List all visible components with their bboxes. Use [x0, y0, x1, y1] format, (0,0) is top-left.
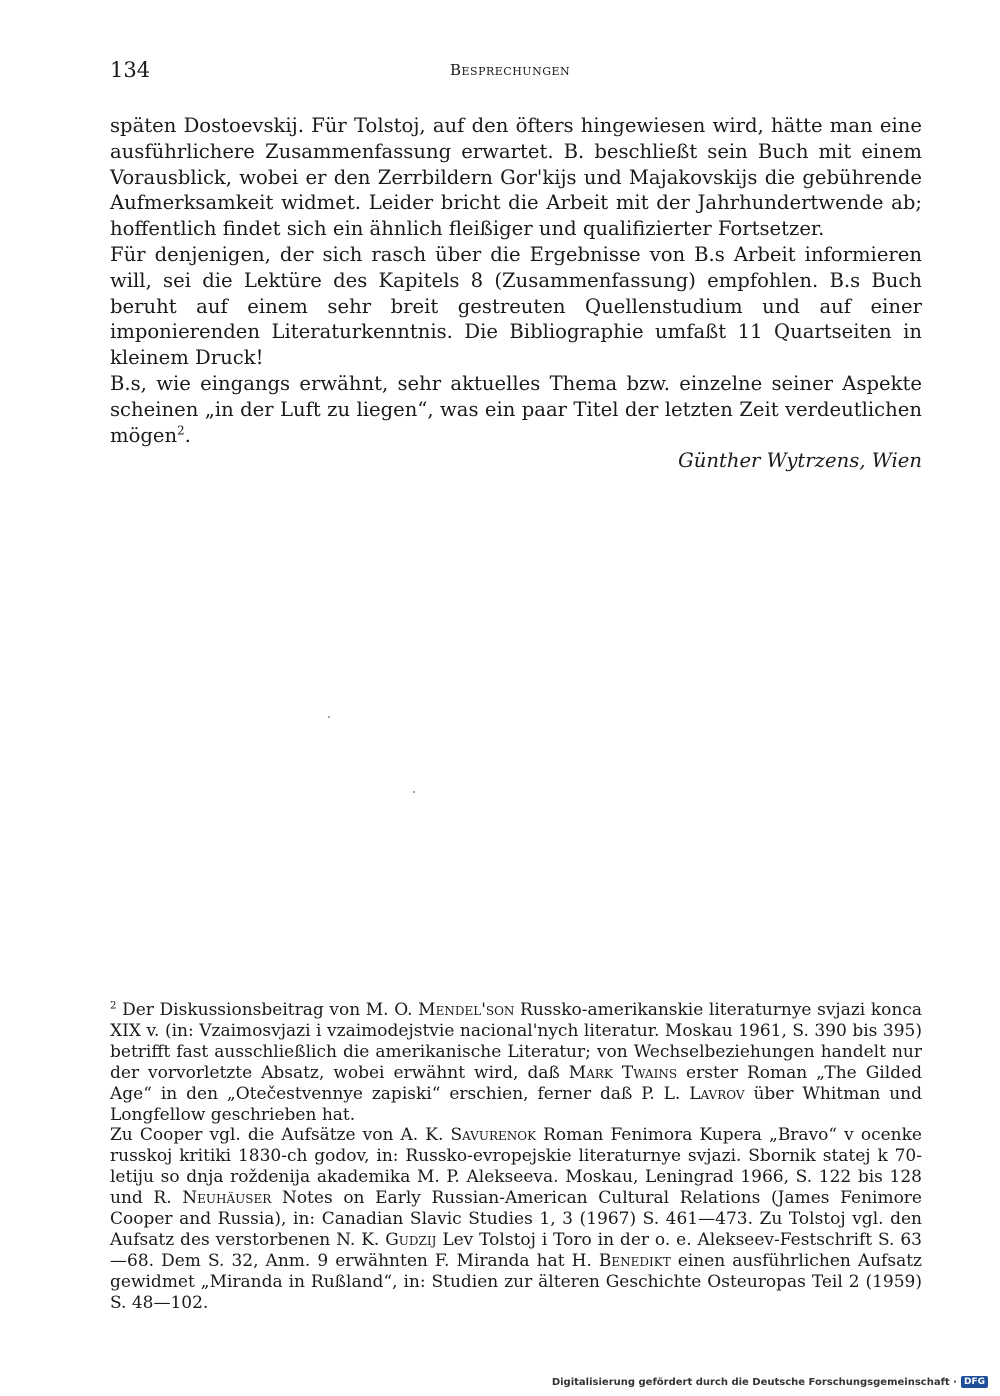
scan-speck — [328, 716, 330, 718]
author-name: Benedikt — [598, 1250, 671, 1271]
scan-speck — [413, 791, 415, 793]
paragraph-3-text: B.s, wie eingangs erwähnt, sehr aktuelles Thema bzw. einzelne seiner Aspekte scheinen „in der Luft zu liegen“, was ein paar Titel der letzten Zeit verdeutlichen mögen — [110, 371, 922, 447]
footnote-text: Russko-amerikanskie literaturnye svjazi konca XIX v. (in: Vzaimosvjazi i vzaimodejstvie nacional'nych literatur. Moskau 1961, S. 390 bis 395) betrifft fast ausschließlich die amerikanische Literatur; von Wechselbeziehungen handelt nur der vorvorletzte Absatz, wobei erwähnt wird, daß — [110, 1000, 922, 1083]
page-header — [110, 58, 922, 88]
paragraph-3-end: . — [184, 423, 191, 447]
author-name: Lavrov — [689, 1083, 745, 1104]
running-head: Besprechungen — [450, 61, 571, 79]
footnote-2 — [110, 1000, 922, 1125]
page-number: 134 — [110, 58, 151, 82]
footnote-text: Lev Tolstoj i Toro in der o. e. Alekseev-Festschrift S. 63—68. Dem S. 32, Anm. 9 erwähnten F. Miranda hat H. — [110, 1229, 922, 1271]
footnote-2-continued — [110, 1125, 922, 1313]
footnote-text: über Whitman und Longfellow geschrieben hat. — [110, 1083, 922, 1125]
footnote-text: Der Diskussionsbeitrag von M. O. — [116, 1000, 419, 1020]
author-name: Gudzij — [385, 1229, 437, 1250]
author-name: Savurenok — [450, 1125, 537, 1146]
footnote-text: Notes on Early Russian-American Cultural Relations (James Fenimore Cooper and Russia), in: Canadian Slavic Studies 1, 3 (1967) S. 461—473. Zu Tolstoj vgl. den Aufsatz des verstorbenen N. K. — [110, 1188, 922, 1250]
paragraph-1: späten Dostoevskij. Für Tolstoj, auf den öfters hingewiesen wird, hätte man eine ausführlichere Zusammenfassung erwartet. B. beschließt sein Buch mit einem Vorausblick, wobei er den Zerrbildern Gor'kijs und Majakovskijs die gebührende Aufmerksamkeit widmet. Leider bricht die Arbeit mit der Jahrhundertwende ab; hoffentlich findet sich ein ähnlich fleißiger und qualifizierter Fortsetzer. — [110, 114, 922, 241]
author-name: Neuhäuser — [182, 1188, 272, 1209]
dfg-funding-text: Digitalisierung gefördert durch die Deutsche Forschungsgemeinschaft · — [551, 1376, 957, 1388]
author-name: Mark Twains — [568, 1062, 678, 1083]
footnote-ref-2: 2 — [177, 423, 185, 438]
paragraph-3 — [110, 371, 922, 448]
footnotes — [110, 1000, 922, 1314]
dfg-logo-icon: DFG — [961, 1376, 988, 1388]
footnote-2-marker: 2 — [110, 1000, 117, 1012]
dfg-footer — [552, 1374, 988, 1390]
paragraph-2: Für denjenigen, der sich rasch über die Ergebnisse von B.s Arbeit informieren will, sei die Lektüre des Kapitels 8 (Zusammenfassung) empfohlen. B.s Buch beruht auf einem sehr breit gestreuten Quellenstudium und auf einer imponierenden Literaturkenntnis. Die Bibliographie umfaßt 11 Quartseiten in kleinem Druck! — [110, 242, 922, 370]
footnote-text: erster Roman „The Gilded Age“ in den „Otečestvennye zapiski“ erschien, ferner daß P. L. — [110, 1062, 922, 1104]
review-body — [110, 113, 922, 474]
reviewer-signature: Günther Wytrzens, Wien — [678, 449, 922, 473]
footnote-text: Roman Fenimora Kupera „Bravo“ v ocenke russkoj kritiki 1830-ch godov, in: Russko-evropejskie literaturnye svjazi. Sbornik statej k 70-letiju so dnja roždenija akademika M. P. Alekseeva. Moskau, Leningrad 1966, S. 122 bis 128 und R. — [110, 1125, 922, 1209]
author-name: Mendel'son — [418, 1000, 515, 1020]
footnote-text: einen ausführlichen Aufsatz gewidmet „Miranda in Rußland“, in: Studien zur älteren Geschichte Osteuropas Teil 2 (1959) S. 48—102. — [110, 1250, 922, 1313]
footnote-text: Zu Cooper vgl. die Aufsätze von A. K. — [110, 1125, 451, 1146]
